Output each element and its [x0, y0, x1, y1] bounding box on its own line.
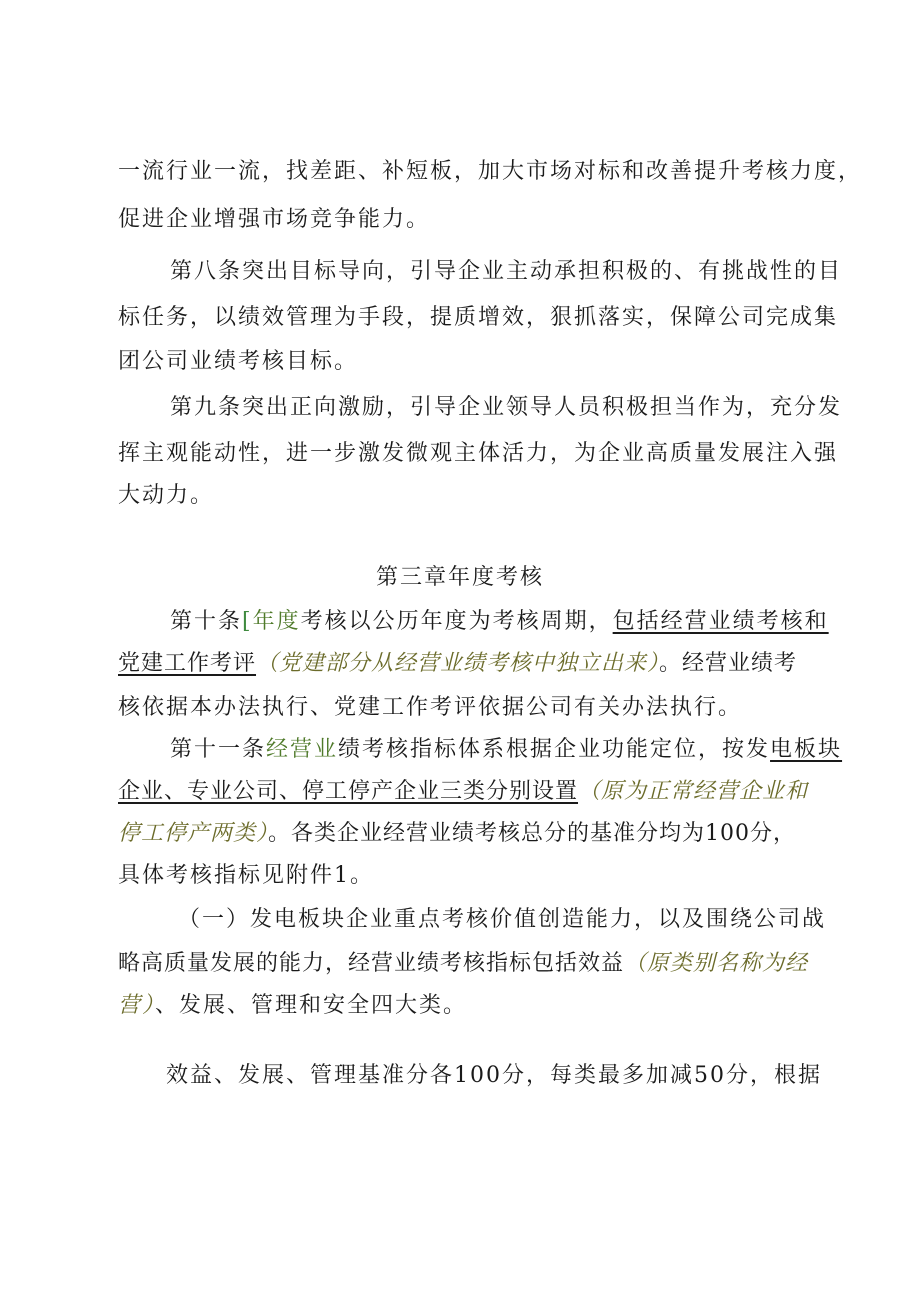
- article11-underlined2: 企业、专业公司、停工停产企业三类分别设置: [118, 779, 579, 804]
- item1-line3: [118, 984, 920, 1028]
- article10-annual: 年度: [252, 609, 301, 634]
- article9-line1: 第九条突出正向激励，引导企业领导人员积极担当作为，充分发: [170, 395, 843, 420]
- item1-note2: 营）: [118, 993, 156, 1018]
- article10-line3: 核依据本办法执行、党建工作考评依据公司有关办法执行。: [118, 695, 743, 720]
- article11-line3: [118, 812, 920, 856]
- last-paragraph-line: 效益、发展、管理基准分各100分，每类最多加减50分，根据: [166, 1063, 822, 1088]
- article10-mid: 考核以公历年度为考核周期，: [300, 609, 613, 634]
- item1-line1: （一）发电板块企业重点考核价值创造能力，以及围绕公司战: [178, 907, 827, 932]
- item1-tail: 、发展、管理和安全四大类。: [155, 993, 468, 1018]
- p1-line2: 促进企业增强市场竞争能力。: [118, 207, 431, 232]
- article10-line2: [118, 642, 920, 686]
- article11-prefix: 第十一条: [170, 737, 267, 762]
- article10-note: （党建部分从经营业绩考核中独立出来）: [256, 651, 660, 676]
- article11-tail: 。各类企业经营业绩考核总分的基准分均为100分，: [268, 821, 797, 846]
- article11-line4: 具体考核指标见附件1。: [118, 863, 374, 888]
- article10-underlined1: 包括经营业绩考核和: [612, 609, 829, 634]
- article11-mid: 绩考核指标体系根据企业功能定位，按发: [338, 737, 771, 762]
- article8-line3: 团公司业绩考核目标。: [118, 349, 359, 374]
- item1-line2: [118, 942, 920, 986]
- chapter-title: 第三章年度考核: [375, 565, 544, 590]
- item1-text: 略高质量发展的能力，经营业绩考核指标包括效益: [118, 951, 625, 976]
- article11-green: 经营业: [266, 737, 339, 762]
- article10-line1: [170, 600, 920, 644]
- article11-note2: 停工停产两类）: [118, 821, 269, 846]
- article10-tail: 。经营业绩考: [659, 651, 798, 676]
- article9-line2: 挥主观能动性，进一步激发微观主体活力，为企业高质量发展注入强: [118, 441, 839, 466]
- article10-prefix: 第十条: [170, 609, 243, 634]
- revision-bracket: [: [242, 609, 253, 634]
- article11-underlined1: 电板块: [770, 737, 843, 762]
- p1-line1: 一流行业一流，找差距、补短板，加大市场对标和改善提升考核力度，: [118, 159, 863, 184]
- article10-underlined2: 党建工作考评: [118, 651, 257, 676]
- article8-line2: 标任务，以绩效管理为手段，提质增效，狠抓落实，保障公司完成集: [118, 305, 839, 330]
- article11-note1: （原为正常经营企业和: [578, 779, 809, 804]
- article8-line1: 第八条突出目标导向，引导企业主动承担积极的、有挑战性的目: [170, 259, 843, 284]
- article11-line2: [118, 770, 920, 814]
- article11-line1: [170, 728, 920, 772]
- article9-line3: 大动力。: [118, 483, 215, 508]
- item1-note1: （原类别名称为经: [624, 951, 809, 976]
